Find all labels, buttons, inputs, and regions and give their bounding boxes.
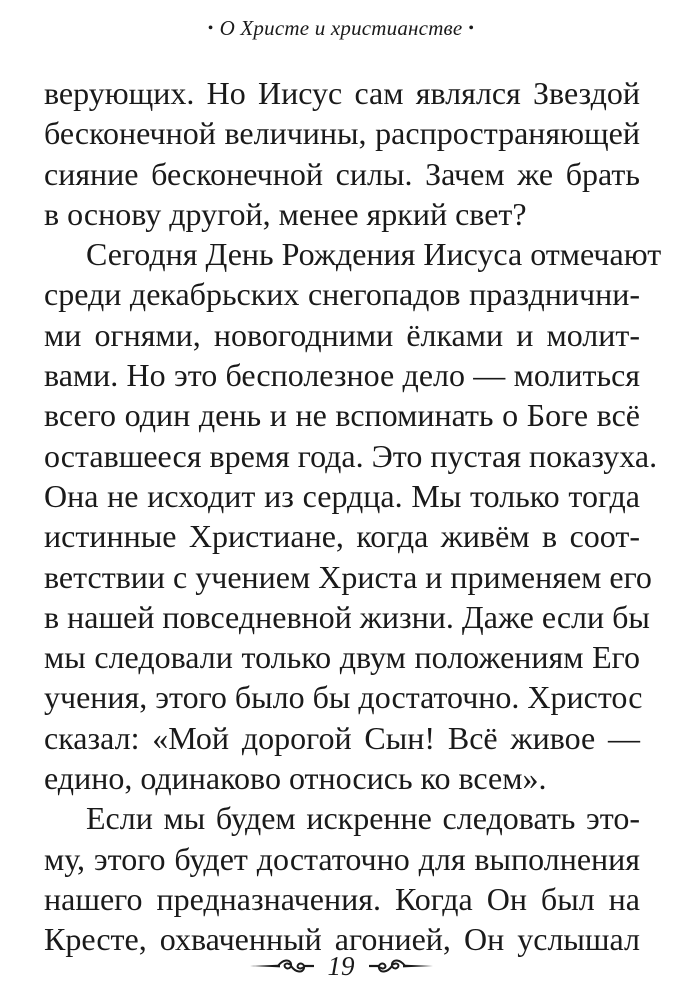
page-footer (0, 948, 682, 984)
ornament-right-icon (369, 956, 433, 976)
text-line: ветствии с учением Христа и применяем его (44, 558, 652, 595)
text-line: Она не исходит из сердца. Мы только тогда (44, 477, 640, 514)
header-bullet-right: • (468, 20, 475, 37)
ornament-left-icon (250, 956, 314, 976)
text-line: учения, этого было бы достаточно. Христос (44, 679, 643, 716)
header-title: О Христе и христианстве (219, 16, 463, 40)
text-line: среди декабрьских снегопадов празднични- (44, 276, 640, 313)
text-line: в основу другой, менее яркий свет? (44, 195, 527, 232)
text-line: нашего предназначения. Когда Он был на (44, 880, 640, 917)
text-line: вами. Но это бесполезное дело — молиться (44, 357, 640, 394)
text-line: оставшееся время года. Это пустая показуха. (44, 437, 658, 474)
paragraph-first-line: Если мы будем искренне следовать это- (86, 800, 640, 837)
text-line: в нашей повседневной жизни. Даже если бы (44, 598, 650, 635)
text-line: мы следовали только двум положениям Его (44, 639, 640, 676)
text-line: сказал: «Мой дорогой Сын! Всё живое — (44, 719, 640, 756)
text-line: Кресте, охваченный агонией, Он услышал (44, 921, 640, 958)
text-line: верующих. Но Иисус сам являлся Звездой (44, 75, 640, 111)
text-line: ми огнями, новогодними ёлками и молит- (44, 316, 640, 353)
text-line: едино, одинаково относись ко всем». (44, 760, 547, 797)
text-line: всего один день и не вспоминать о Боге всё (44, 397, 640, 434)
text-line: сияние бесконечной силы. Зачем же брать (44, 155, 640, 192)
header-bullet-left: • (207, 20, 214, 37)
running-header (0, 16, 682, 41)
page-number: 19 (327, 950, 355, 981)
text-line: бесконечной величины, распространяющей (44, 115, 640, 152)
text-line: истинные Христиане, когда живём в соот- (44, 518, 640, 555)
body-text (44, 73, 662, 960)
paragraph-first-line: Сегодня День Рождения Иисуса отмечают (86, 236, 662, 273)
text-line: му, этого будет достаточно для выполнения (44, 840, 640, 877)
